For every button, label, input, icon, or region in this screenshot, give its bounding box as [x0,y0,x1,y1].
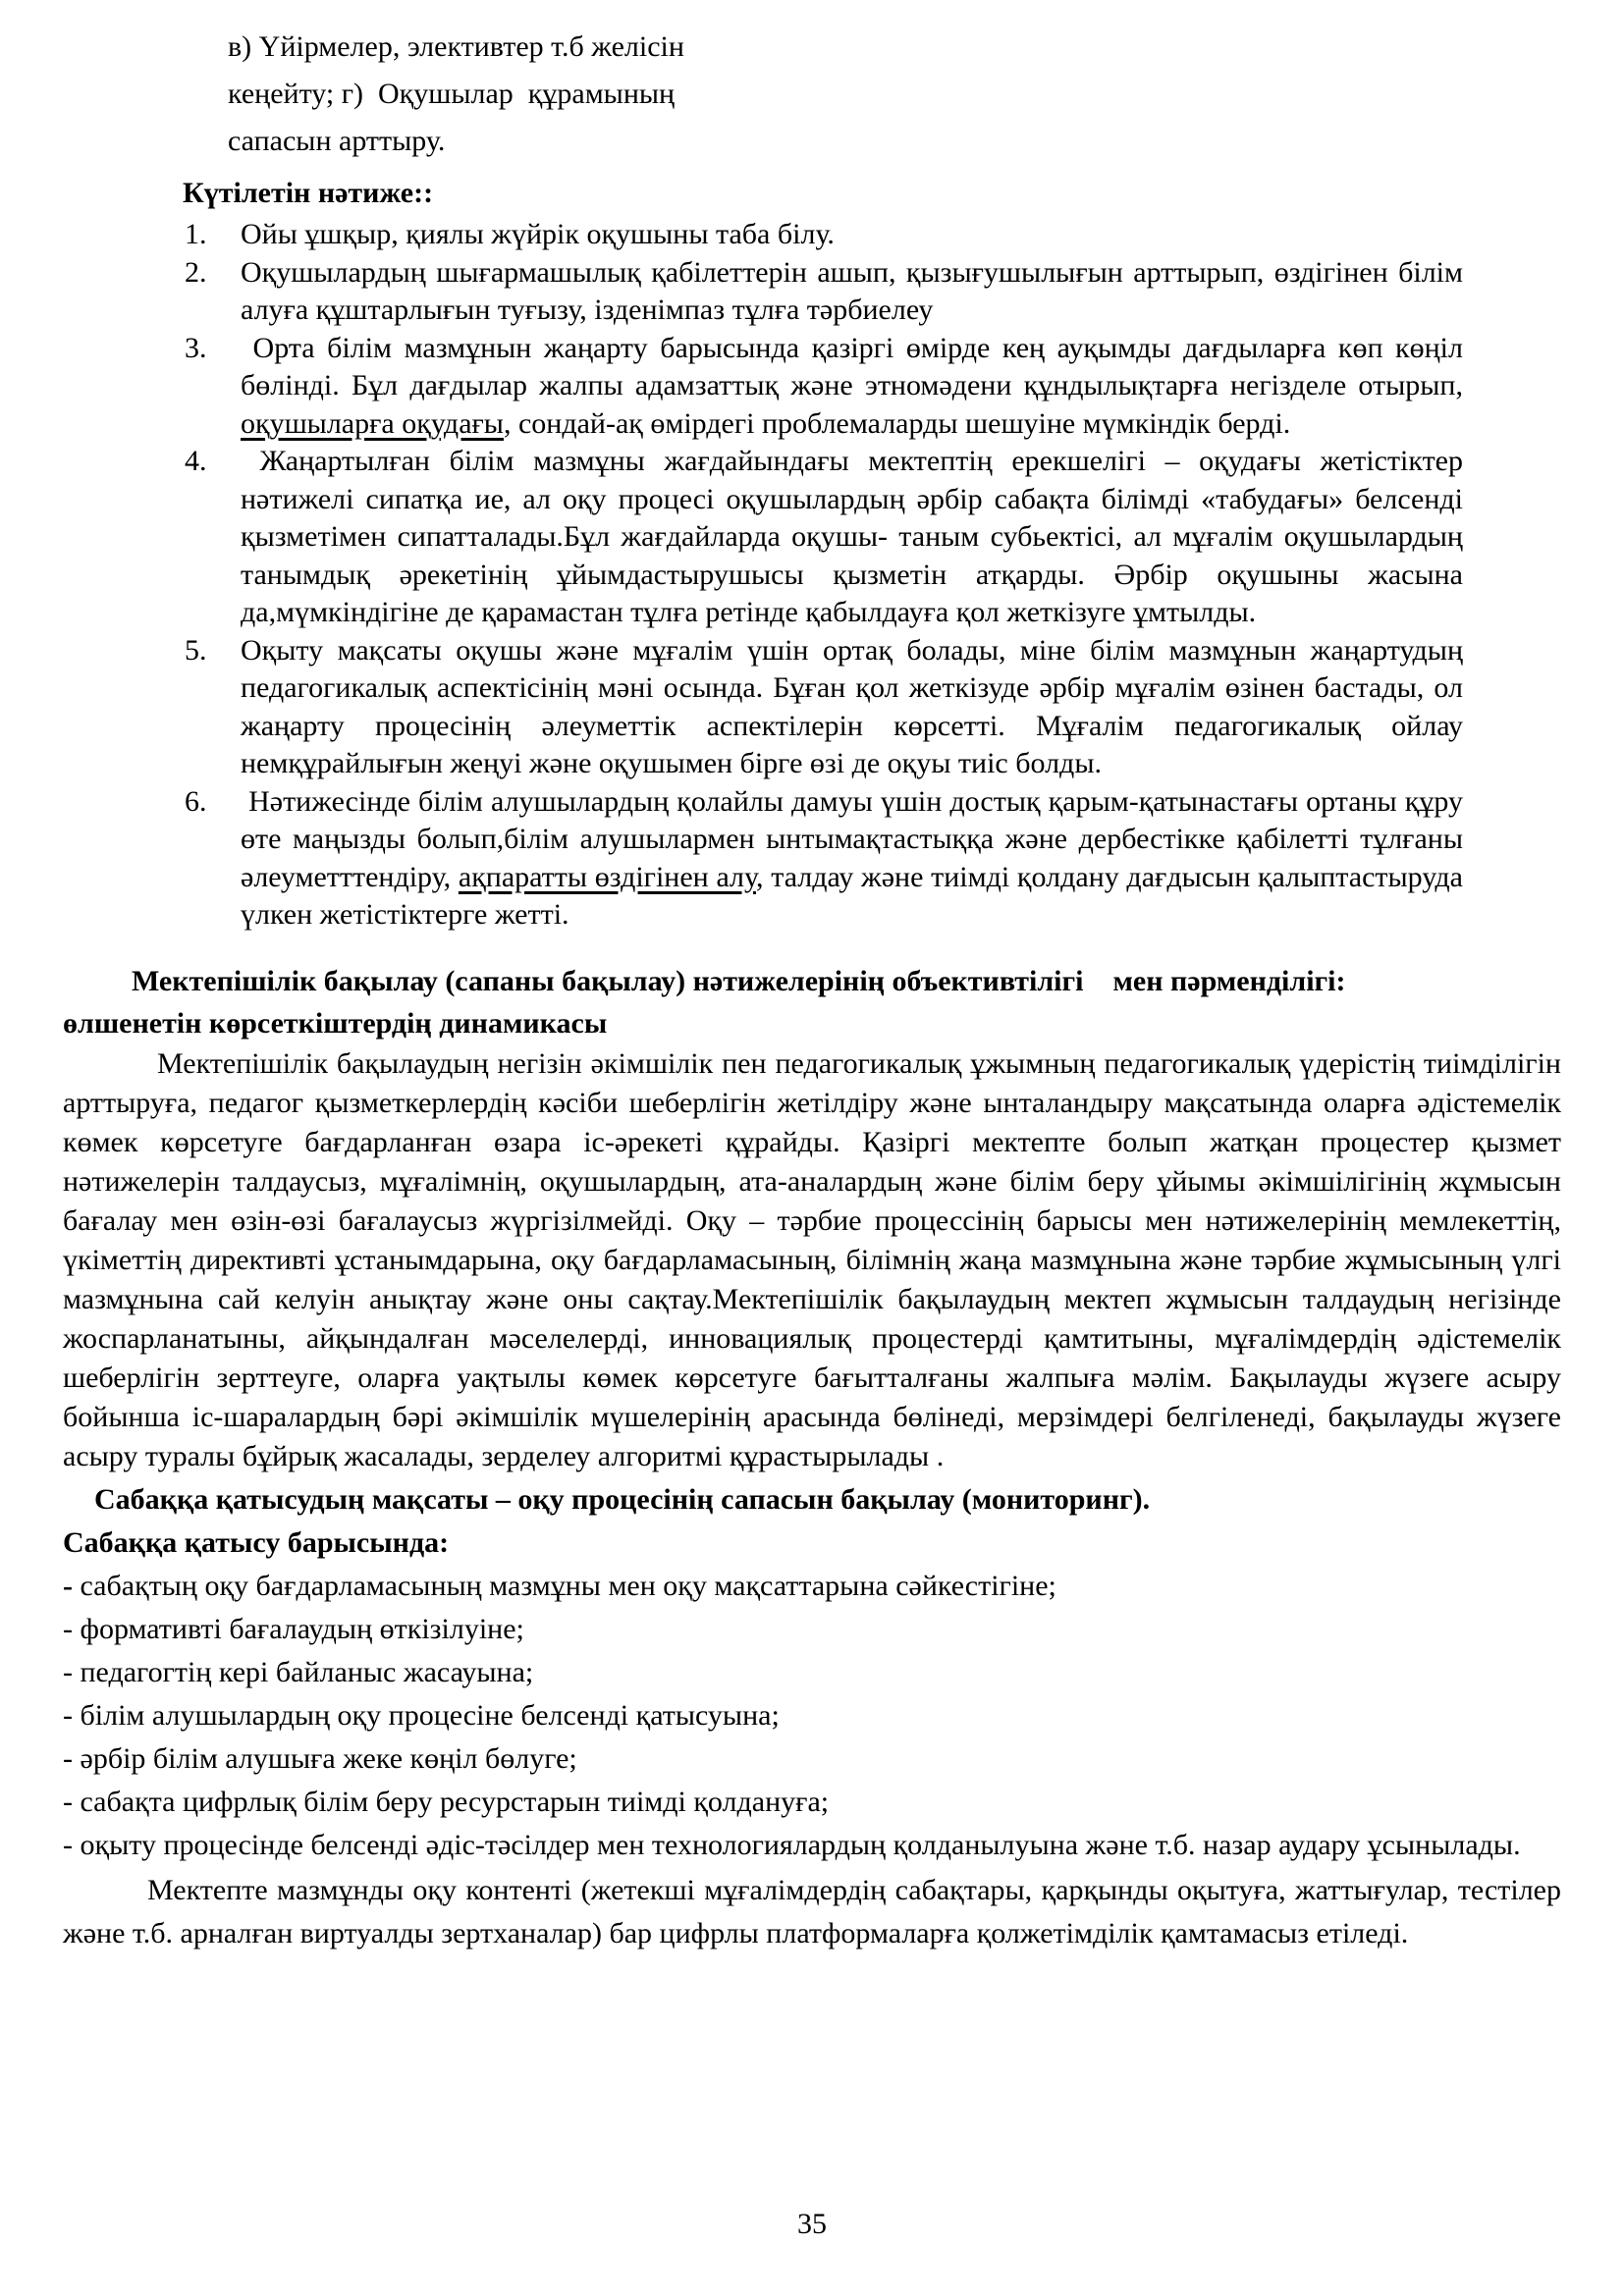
lesson-purpose-heading: Сабаққа қатысудың мақсаты – оқу процесінің сапасын бақылау (мониторинг). [94,1482,1151,1516]
list-item-text: әрбір білім алушыға жеке көңіл бөлуге; [80,1741,577,1775]
underlined-phrase: ақпаратты өздігінен алу [458,860,756,893]
section-heading-line: Мектепішілік бақылау (сапаны бақылау) нәтижелерінің объективтілігі мен пәрменділігі: [132,964,1346,997]
list-item [183,216,1463,254]
list-item-text: формативті бағалаудың өткізілуіне; [80,1612,524,1645]
top-fragment-line: сапасын арттыру. [228,125,446,157]
list-item [183,783,1463,934]
top-fragment-line: в) Үйірмелер, элективтер т.б желісін [228,30,684,63]
list-item-text: педагогтің кері байланыс жасауына; [80,1655,534,1688]
dash-marker: - [63,1612,73,1645]
list-item-text: оқыту процесінде белсенді әдіс-тәсілдер мен технологиялардың қолданылуына және т.б. назар аудару ұсынылады. [80,1828,1521,1861]
list-item-number: 1. [185,218,207,250]
list-item-number: 6. [185,784,207,818]
section-heading [63,960,1561,1044]
page-number: 35 [797,2208,827,2240]
list-item-text: Оқушылардың шығармашылық қабілеттерін ашып, қызығушылығын арттырып, өздігінен білім алуға құштарлығын туғызу, ізденімпаз тұлға тәрбиелеу [241,255,1463,326]
list-item-number: 2. [185,255,207,289]
dash-marker: - [63,1828,73,1861]
section-heading-line: өлшенетін көрсеткіштердің динамикасы [63,1006,608,1040]
dash-marker: - [63,1655,73,1688]
list-item [183,254,1463,330]
list-item [63,1608,1561,1651]
list-item-number: 3. [185,331,207,364]
list-item-text: Оқыту мақсаты оқушы және мұғалім үшін ортақ болады, міне білім мазмұнын жаңартудың педагогикалық аспектісінің мәні осында. Бұған қол жеткізуде әрбір мұғалім өзінен бастады, ол жаңарту процесінің әлеуметтік аспектілерін көрсетті. Мұғалім педагогикалық ойлау немқұрайлығын жеңуі және оқушымен бірге өзі де оқуы тиіс болды. [241,633,1463,779]
list-item [183,443,1463,632]
list-item [183,632,1463,783]
list-item [63,1824,1561,1867]
list-item-text: Орта білім мазмұнын жаңарту барысында қазіргі өмірде кең ауқымды дағдыларға көп көңіл бөлінді. Бұл дағдылар жалпы адамзаттық және этномәдени құндылықтарға негізделе отырып, [241,331,1463,401]
list-item [63,1737,1561,1781]
dash-marker: - [63,1741,73,1775]
list-item-text: білім алушылардың оқу процесіне белсенді қатысуына; [80,1698,780,1732]
dash-marker: - [63,1569,73,1602]
underlined-phrase: оқушыларға оқудағы [241,406,504,440]
list-item-text: Ойы ұшқыр, қиялы жүйрік оқушыны таба білу. [241,218,835,250]
list-item [63,1651,1561,1694]
list-item-text: сабақтың оқу бағдарламасының мазмұны мен оқу мақсаттарына сәйкестігіне; [80,1569,1056,1602]
top-fragment-line: кеңейту; г) Оқушылар құрамының [228,78,676,110]
list-item-number: 4. [185,445,207,477]
dash-marker: - [63,1698,73,1732]
list-item-text: сабақта цифрлық білім беру ресурстарын тиімді қолдануға; [80,1785,830,1818]
closing-paragraph: Мектепте мазмұнды оқу контенті (жетекші мұғалімдердің сабақтары, қарқынды оқытуға, жаттығулар, тестілер және т.б. арналған виртуалды зертханалар) бар цифрлы платформаларға қолжетімділік қамтамасыз етіледі. [63,1873,1561,1949]
dash-marker: - [63,1785,73,1818]
lesson-during-heading: Сабаққа қатысу барысында: [63,1525,450,1559]
dash-list [63,1565,1561,1867]
expected-results-heading: Күтілетін нәтиже:: [183,177,434,209]
paragraph: Мектепішілік бақылаудың негізін әкімшілік пен педагогикалық ұжымның педагогикалық үдерістің тиімділігін арттыруға, педагог қызметкерлердің кәсіби шеберлігін жетілдіру және ынталандыру мақсатында оларға әдістемелік көмек көрсетуге бағдарланған өзара іс-әрекеті құрайды. Қазіргі мектепте болып жатқан процестер қызмет нәтижелерін талдаусыз, мұғалімнің, оқушылардың, ата-аналардың және білім беру ұйымы әкімшілігінің жұмысын бағалау мен өзін-өзі бағалаусыз жүргізілмейді. Оқу – тәрбие процессінің барысы мен нәтижелерінің мемлекеттің, үкіметтің директивті ұстанымдарына, оқу бағдарламасының, білімнің жаңа мазмұнына және тәрбие жұмысының үлгі мазмұнына сай келуін анықтау және оны сақтау.Мектепішілік бақылаудың мектеп жұмысын талдаудың негізінде жоспарланатыны, айқындалған мәселелерді, инновациялық процестерді қамтитыны, мұғалімдердің әдістемелік шеберлігін зерттеуге, оларға уақтылы көмек көрсетуге бағытталғаны жалпыға мәлім. Бақылауды жүзеге асыру бойынша іс-шаралардың бәрі әкімшілік мүшелерінің арасында бөлінеді, мерзімдері белгіленеді, бақылауды жүзеге асыру туралы бұйрық жасалады, зерделеу алгоритмі құрастырылады . [63,1046,1561,1472]
list-item [63,1694,1561,1737]
list-item-text: , сондай-ақ өмірдегі проблемаларды шешуіне мүмкіндік берді. [503,406,1291,440]
list-item [63,1565,1561,1608]
list-item-text: Жаңартылған білім мазмұны жағдайындағы мектептің ерекшелігі – оқудағы жетістіктер нәтижелі сипатқа ие, ал оқу процесі оқушылардың әрбір сабақта білімді «табудағы» белсенді қызметімен сипатталады.Бұл жағдайларда оқушы- таным субьектісі, ал мұғалім оқушылардың танымдық әрекетінің ұйымдастырушысы қызметін атқарды. Әрбір оқушыны жасына да,мүмкіндігіне де қарамастан тұлға ретінде қабылдауға қол жеткізуге ұмтылды. [241,445,1463,628]
list-item-text: , талдау және тиімді қолдану дағдысын қалыптастыруда үлкен жетістіктерге жетті. [241,860,1463,931]
list-item [63,1781,1561,1824]
list-item [183,330,1463,444]
top-fragment-block [228,24,783,165]
numbered-list [183,216,1463,934]
list-item-number: 5. [185,633,207,667]
list-item-text: Нәтижесінде білім алушылардың қолайлы дамуы үшін достық қарым-қатынастағы ортаны құру өте маңызды болып,білім алушылармен ынтымақтастыққа және дербестікке қабілетті тұлғаны әлеуметттендіру, [241,784,1463,893]
